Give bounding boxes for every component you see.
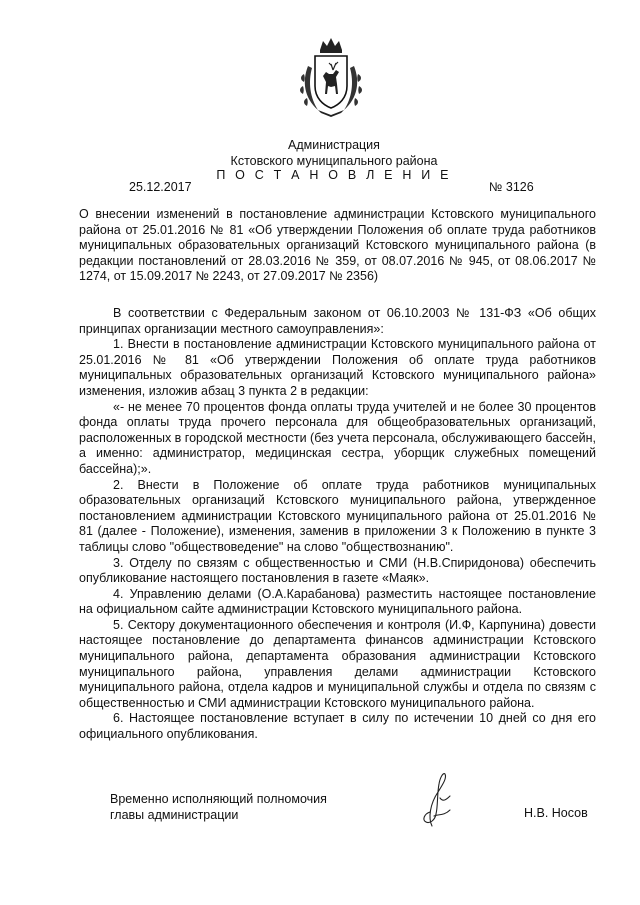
document-date: 25.12.2017 <box>129 180 192 194</box>
signatory-name: Н.В. Носов <box>524 806 588 820</box>
handwritten-signature <box>410 770 460 830</box>
org-name-line1: Администрация <box>288 138 380 152</box>
paragraph-1: 1. Внести в постановление администрации Кстовского муниципального района от 25.01.2016 № 81 «Об утверждении Положения об оплате труда работников муниципальных образовательных организаций Кстовского муниципального района» изменения, изложив абзац 3 пункта 2 в редакции: <box>79 337 596 398</box>
document-title: О внесении изменений в постановление администрации Кстовского муниципального района от 25.01.2016 № 81 «Об утверждении Положения об оплате труда работников муниципальных образовательных организаций Кстовского муниципального района (в редакции постановлений от 28.03.2016 № 359, от 08.07.2016 № 945, от 08.06.2017 № 1274, от 15.09.2017 № 2243, от 27.09.2017 № 2356) <box>79 207 596 284</box>
org-name-line2: Кстовского муниципального района <box>230 154 438 168</box>
signatory-position-line1: Временно исполняющий полномочия <box>110 792 327 806</box>
paragraph-2: 2. Внести в Положение об оплате труда работников муниципальных образовательных организаций Кстовского муниципального района, утвержденное постановлением администрации Кстовского муниципального района от 25.01.2016 № 81 (далее - Положение), изменения, заменив в приложении 3 к Положению в пункте 3 таблицы слово "обществоведение" на слово "обществознанию". <box>79 477 596 554</box>
document-number: № 3126 <box>489 180 534 194</box>
signatory-position-line2: главы администрации <box>110 808 239 822</box>
paragraph-5: 5. Сектору документационного обеспечения и контроля (И.Ф, Карпунина) довести настоящее постановление до департамента финансов администрации Кстовского муниципального района, департамента образования администрации Кстовского муниципального района, управления делами администрации Кстовского муниципального района, отдела кадров и муниципальной службы и отдела по связям с общественностью и СМИ администрации Кстовского муниципального района. <box>79 617 596 710</box>
paragraph-3: 3. Отделу по связям с общественностью и СМИ (Н.В.Спиридонова) обеспечить опубликование настоящего постановления в газете «Маяк». <box>79 555 596 586</box>
paragraph-4: 4. Управлению делами (О.А.Карабанова) разместить настоящее постановление на официальном сайте администрации Кстовского муниципального района. <box>79 586 596 617</box>
document-type: П О С Т А Н О В Л Е Н И Е <box>216 168 452 182</box>
paragraph-6: 6. Настоящее постановление вступает в силу по истечении 10 дней со дня его официального опубликования. <box>79 711 596 742</box>
paragraph-1-quote: «- не менее 70 процентов фонда оплаты труда учителей и не более 30 процентов фонда оплаты труда прочего персонала для общеобразовательных организаций, расположенных в городской местности (без учета персонала, обслуживающего бассейн, а именно: администратор, медицинская сестра, уборщик служебных помещений бассейна);». <box>79 399 596 476</box>
document-body <box>79 306 596 743</box>
preamble-paragraph: В соответствии с Федеральным законом от 06.10.2003 № 131-ФЗ «Об общих принципах организации местного самоуправления»: <box>79 306 596 336</box>
coat-of-arms-icon <box>296 36 366 118</box>
signatory-position <box>110 791 327 823</box>
